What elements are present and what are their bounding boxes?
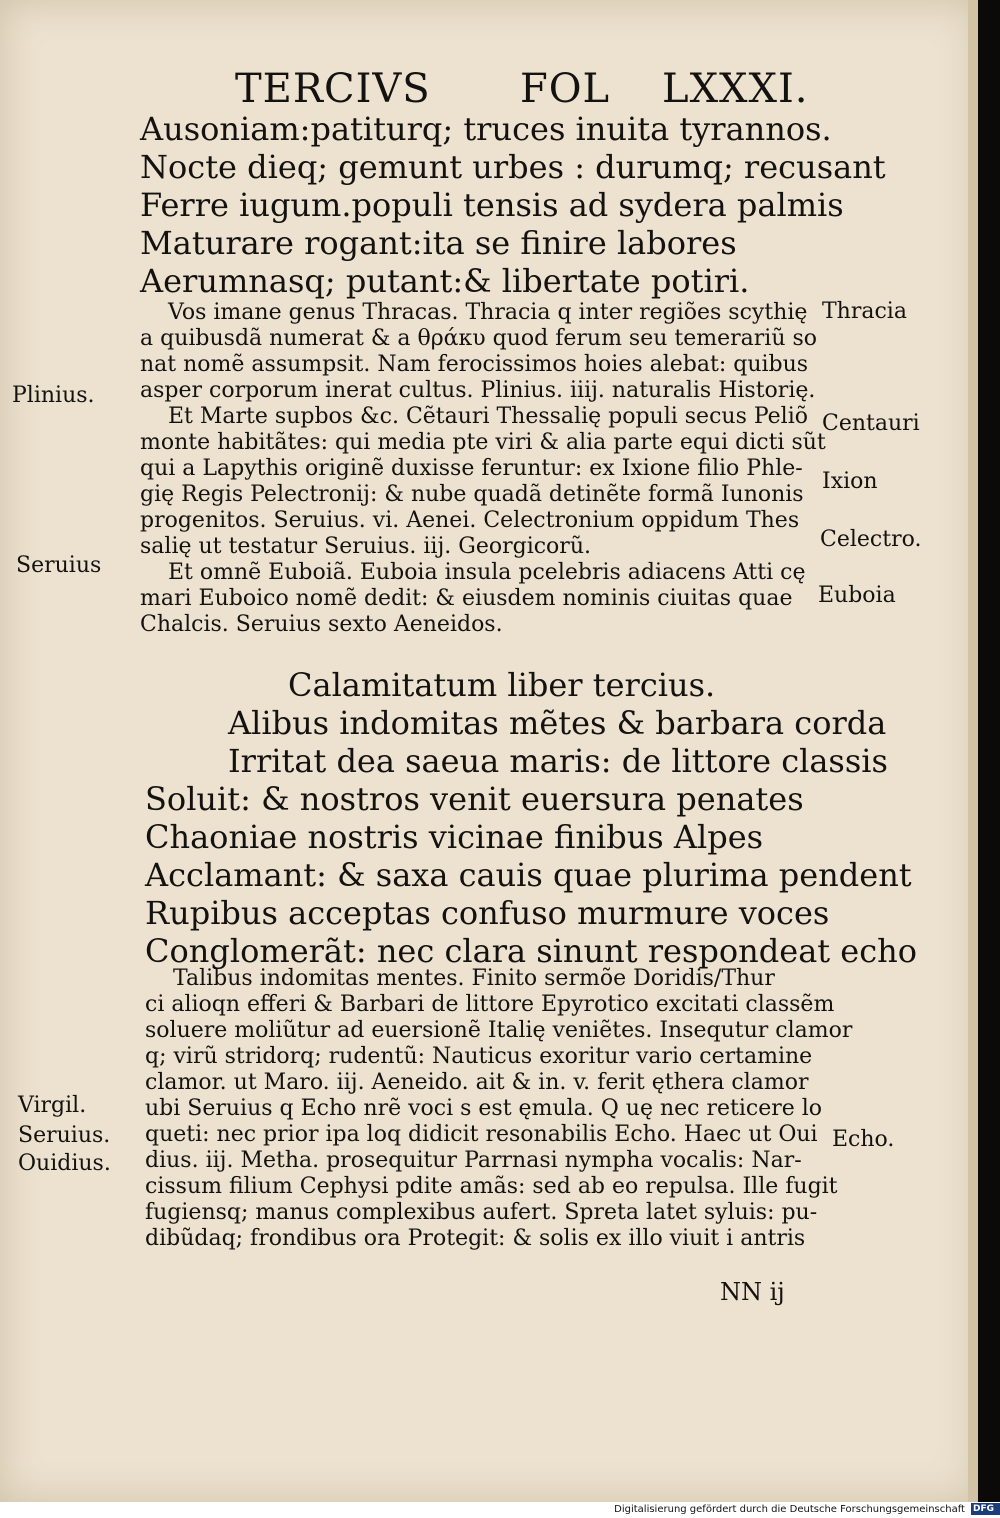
commentary-line: nat nomẽ assumpsit. Nam ferocissimos hoies alebat: quibus [140,352,809,377]
verse-line: Alibus indomitas mẽtes & barbara corda [228,704,887,742]
verse-line: Conglomerãt: nec clara sinunt respondeat echo [145,932,918,970]
page-edge [968,0,978,1502]
margin-note-plinius: Plinius. [12,383,95,408]
margin-note-virgil: Virgil. [18,1093,87,1118]
commentary-line: a quibusdã numerat & a θράκυ quod ferum seu temerariũ so [140,326,818,351]
running-head-left: TERCIVS [235,66,431,112]
commentary-block-2 [145,966,852,1252]
margin-note-thracia: Thracia [822,299,907,324]
commentary-line: soluere moliũtur ad euersionẽ Italię veniẽtes. Insequtur clamor [145,1018,853,1043]
margin-note-centauri: Centauri [822,411,920,436]
margin-note-echo: Echo. [832,1127,895,1152]
commentary-line: gię Regis Pelectronij: & nube quadã detinẽte formã Iunonis [140,482,804,507]
verse-block-bottom [0,704,917,970]
commentary-line: clamor. ut Maro. iij. Aeneido. ait & in. v. ferit ęthera clamor [145,1070,809,1095]
verse-line: Ferre iugum.populi tensis ad sydera palmis [140,186,844,224]
verse-line: Acclamant: & saxa cauis quae plurima pendent [145,856,912,894]
commentary-line: Et Marte supbos &c. Cẽtauri Thessalię populi secus Peliõ [168,404,808,429]
running-head-center: FOL [520,66,611,112]
verse-line: Ausoniam:patiturq; truces inuita tyrannos. [140,110,832,148]
commentary-line: qui a Lapythis originẽ duxisse feruntur: ex Ixione filio Phle- [140,456,803,481]
commentary-line: mari Euboico nomẽ dedit: & eiusdem nominis ciuitas quae [140,586,793,611]
margin-note-euboia: Euboia [818,583,896,608]
margin-note-ouidius: Ouidius. [18,1151,111,1176]
section-title: Calamitatum liber tercius. [288,666,716,704]
commentary-line: ci alioqn efferi & Barbari de littore Epyrotico excitati classẽm [145,992,835,1017]
folio-number: LXXXI. [662,66,809,112]
verse-line: Irritat dea saeua maris: de littore classis [228,742,888,780]
dfg-logo-icon: DFG [971,1503,1000,1515]
commentary-line: progenitos. Seruius. vi. Aenei. Celectronium oppidum Thes [140,508,800,533]
commentary-line: fugiensq; manus complexibus aufert. Spreta latet syluis: pu- [145,1200,818,1225]
verse-line: Soluit: & nostros venit euersura penates [145,780,804,818]
commentary-line: ubi Seruius q Echo nrẽ voci s est ęmula. Q uę nec reticere lo [145,1096,823,1121]
commentary-line: queti: nec prior ipa loq didicit resonabilis Echo. Haec ut Oui [145,1122,818,1147]
commentary-line: Et omnẽ Euboiã. Euboia insula pcelebris adiacens Atti cę [168,560,806,585]
footer-credit: Digitalisierung gefördert durch die Deutsche Forschungsgemeinschaft [614,1504,965,1515]
digitization-footer [0,1502,1000,1518]
commentary-line: dius. iij. Metha. prosequitur Parrnasi nympha vocalis: Nar- [145,1148,802,1173]
commentary-line: Talibus indomitas mentes. Finito sermõe Doridis/Thur [173,966,775,991]
verse-line: Aerumnasq; putant:& libertate potiri. [140,262,750,300]
margin-note-seruius: Seruius [16,553,102,578]
commentary-line: q; virũ stridorq; rudentũ: Nauticus exoritur vario certamine [145,1044,813,1069]
verse-line: Maturare rogant:ita se finire labores [140,224,737,262]
verse-line: Rupibus acceptas confuso murmure voces [145,894,830,932]
margin-note-celectro: Celectro. [820,527,922,552]
verse-block-top [140,110,886,300]
margin-note-ixion: Ixion [822,469,878,494]
commentary-line: dibũdaq; frondibus ora Protegit: & solis ex illo viuit i antris [145,1226,806,1251]
commentary-line: salię ut testatur Seruius. iij. Georgicorũ. [140,534,591,559]
commentary-line: Chalcis. Seruius sexto Aeneidos. [140,612,503,637]
commentary-line: Vos imane genus Thracas. Thracia q inter regiões scythię [168,300,808,325]
commentary-line: cissum filium Cephysi pdite amãs: sed ab eo repulsa. Ille fugit [145,1174,838,1199]
margin-note-seruius-2: Seruius. [18,1123,111,1148]
verse-line: Chaoniae nostris vicinae finibus Alpes [145,818,764,856]
commentary-line: asper corporum inerat cultus. Plinius. iiij. naturalis Historię. [140,378,816,403]
commentary-line: monte habitãtes: qui media pte viri & alia parte equi dicti sũt [140,430,826,455]
verse-line: Nocte dieq; gemunt urbes : durumq; recusant [140,148,886,186]
signature-mark: NN ij [720,1278,785,1306]
commentary-block-1 [140,300,826,638]
